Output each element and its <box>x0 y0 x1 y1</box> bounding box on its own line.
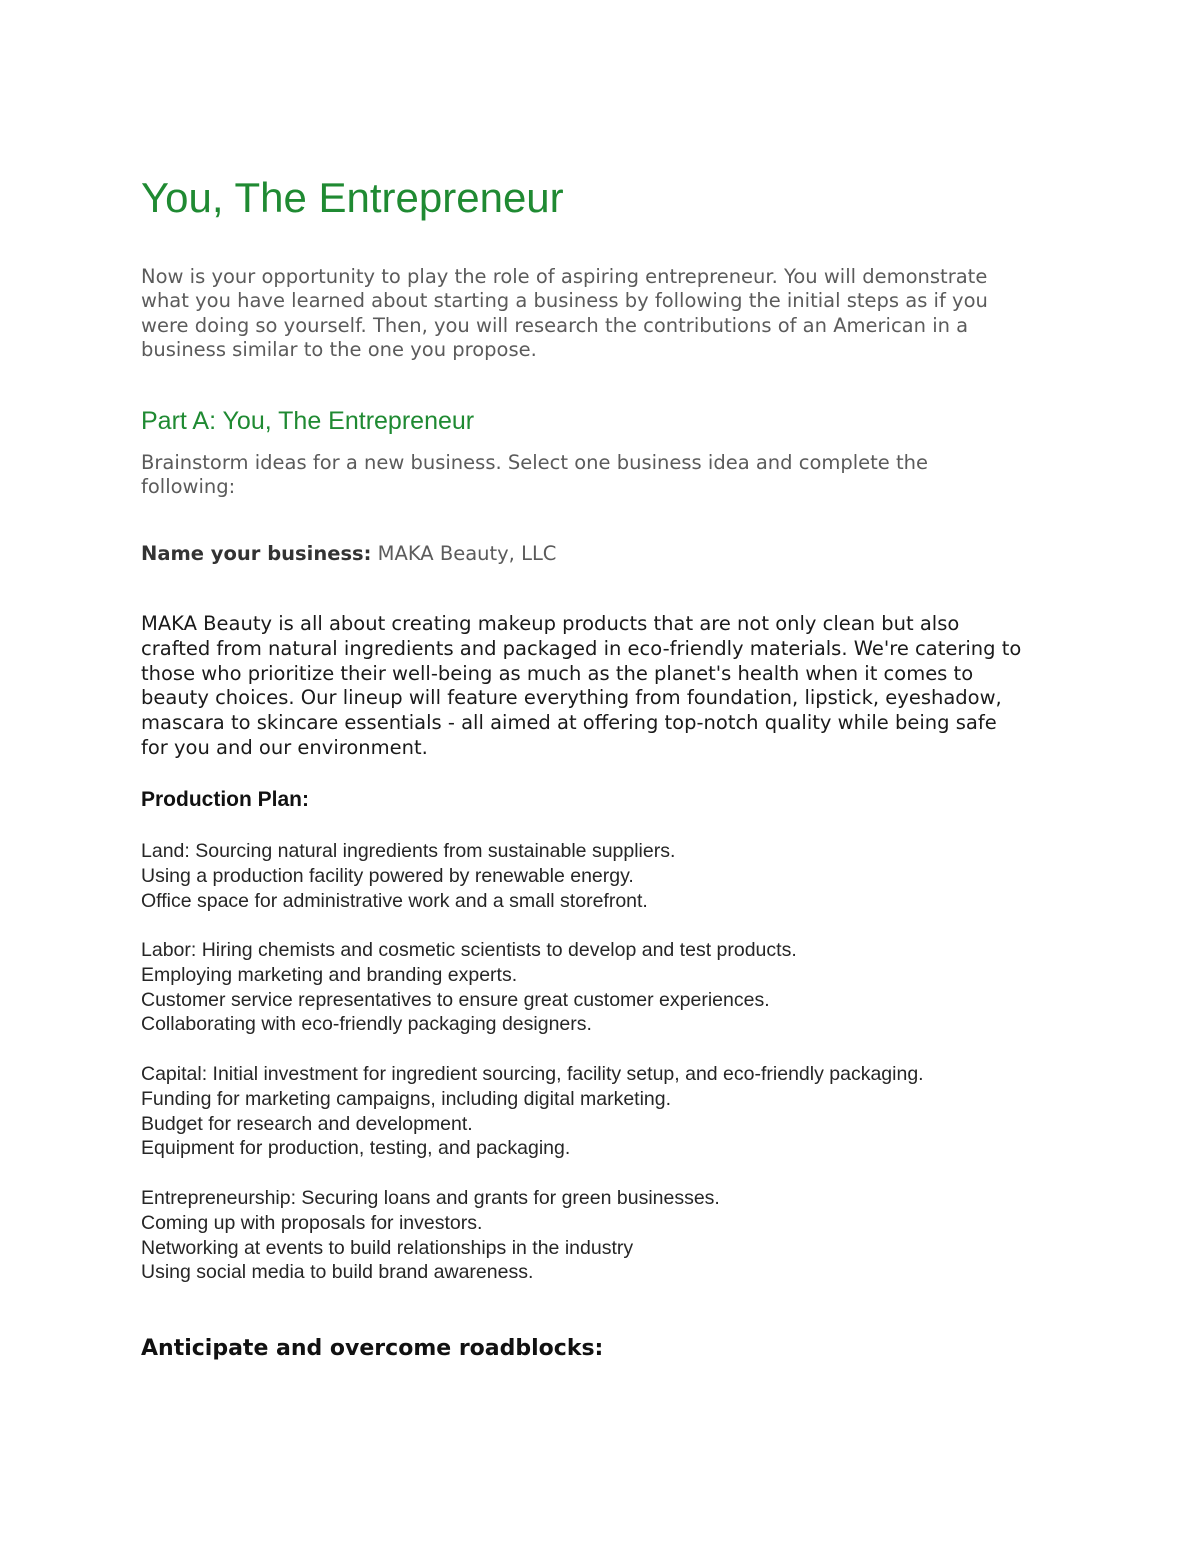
intro-line: were doing so yourself. Then, you will research the contributions of an American in a <box>141 313 969 337</box>
description-line: for you and our environment. <box>141 735 428 759</box>
land-line: Land: Sourcing natural ingredients from sustainable suppliers. <box>141 840 676 862</box>
business-name-row <box>141 542 556 566</box>
capital-line: Equipment for production, testing, and packaging. <box>141 1137 571 1160</box>
capital-line: Funding for marketing campaigns, including digital marketing. <box>141 1087 672 1110</box>
brainstorm-line: following: <box>141 475 236 499</box>
labor-line: Customer service representatives to ensure great customer experiences. <box>141 988 770 1011</box>
description-line: MAKA Beauty is all about creating makeup products that are not only clean but also <box>141 612 960 635</box>
part-a-heading: Part A: You, The Entrepreneur <box>141 407 475 435</box>
intro-line: what you have learned about starting a business by following the initial steps as if you <box>141 289 988 313</box>
intro-line: business similar to the one you propose. <box>141 337 537 361</box>
business-name-label: Name your business: <box>141 542 372 565</box>
brainstorm-line: Brainstorm ideas for a new business. Select one business idea and complete the <box>141 451 929 474</box>
land-line: Using a production facility powered by renewable energy. <box>141 864 634 887</box>
land-line: Office space for administrative work and a small storefront. <box>141 889 648 912</box>
description-line: crafted from natural ingredients and packaged in eco-friendly materials. We're catering to <box>141 636 1022 660</box>
roadblocks-heading: Anticipate and overcome roadblocks: <box>141 1336 604 1361</box>
brainstorm-paragraph <box>141 451 928 500</box>
labor-line: Employing marketing and branding experts. <box>141 963 518 986</box>
labor-section <box>141 938 797 1037</box>
entrepreneurship-line: Networking at events to build relationships in the industry <box>141 1236 634 1259</box>
description-line: mascara to skincare essentials - all aimed at offering top-notch quality while being safe <box>141 711 997 735</box>
land-section <box>141 839 675 913</box>
entrepreneurship-line: Entrepreneurship: Securing loans and grants for green businesses. <box>141 1187 720 1209</box>
capital-line: Budget for research and development. <box>141 1112 473 1135</box>
intro-paragraph <box>141 265 1061 362</box>
production-plan-heading: Production Plan: <box>141 788 309 811</box>
entrepreneurship-section <box>141 1186 720 1285</box>
intro-line: Now is your opportunity to play the role of aspiring entrepreneur. You will demonstrate <box>141 265 988 288</box>
business-description <box>141 612 1021 761</box>
labor-line: Labor: Hiring chemists and cosmetic scientists to develop and test products. <box>141 939 797 961</box>
description-line: beauty choices. Our lineup will feature everything from foundation, lipstick, eyeshadow, <box>141 686 1002 710</box>
document-title: You, The Entrepreneur <box>141 174 564 221</box>
entrepreneurship-line: Using social media to build brand awareness. <box>141 1261 534 1284</box>
labor-line: Collaborating with eco-friendly packaging designers. <box>141 1013 592 1036</box>
capital-section <box>141 1062 924 1161</box>
entrepreneurship-line: Coming up with proposals for investors. <box>141 1211 483 1234</box>
capital-line: Capital: Initial investment for ingredient sourcing, facility setup, and eco-friendly packaging. <box>141 1063 924 1085</box>
description-line: those who prioritize their well-being as much as the planet's health when it comes to <box>141 661 974 685</box>
business-name-value: MAKA Beauty, LLC <box>371 542 557 565</box>
